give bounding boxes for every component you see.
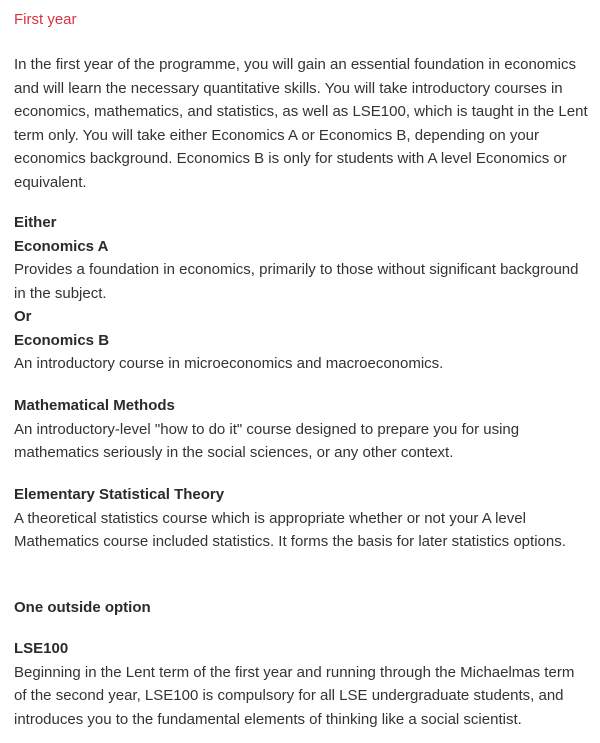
statistical-theory-title: Elementary Statistical Theory — [14, 486, 225, 503]
lse100-description: Beginning in the Lent term of the first year and running through the Michaelmas term of the second year, LSE100 is compulsory for all LSE undergraduate students, and introduces you to the fundamental elements of thinking like a social scientist. — [14, 663, 575, 728]
mathematical-methods-block — [14, 394, 589, 465]
intro-text: In the first year of the programme, you will gain an essential foundation in economics and will learn the necessary quantitative skills. You will take introductory courses in economics, mathematics, and statistics, as well as LSE100, which is taught in the Lent term only. You will take either Economics A or Economics B, depending on your economics background. Economics B is only for students with A level Economics or equivalent. — [14, 56, 588, 191]
economics-a-title: Economics A — [14, 237, 109, 255]
mathematical-methods-title: Mathematical Methods — [14, 397, 175, 414]
economics-a-description: Provides a foundation in economics, primarily to those without significant background in the subject. — [14, 261, 579, 302]
either-label: Either — [14, 214, 57, 231]
economics-b-description: An introductory course in microeconomics and macroeconomics. — [14, 355, 444, 372]
outside-option-title: One outside option — [14, 599, 151, 616]
or-label: Or — [14, 308, 32, 325]
statistical-theory-block — [14, 483, 589, 554]
economics-choice-block — [14, 211, 589, 376]
lse100-block — [14, 637, 589, 731]
lse100-title: LSE100 — [14, 640, 69, 657]
statistical-theory-description: A theoretical statistics course which is appropriate whether or not your A level Mathematics course included statistics. It forms the basis for later statistics options. — [14, 509, 566, 550]
outside-option-block — [14, 596, 589, 620]
intro-paragraph — [14, 53, 589, 194]
section-title: First year — [14, 11, 77, 28]
mathematical-methods-description: An introductory-level "how to do it" course designed to prepare you for using mathematics seriously in the social sciences, or any other context. — [14, 420, 520, 461]
economics-b-title: Economics B — [14, 331, 110, 349]
